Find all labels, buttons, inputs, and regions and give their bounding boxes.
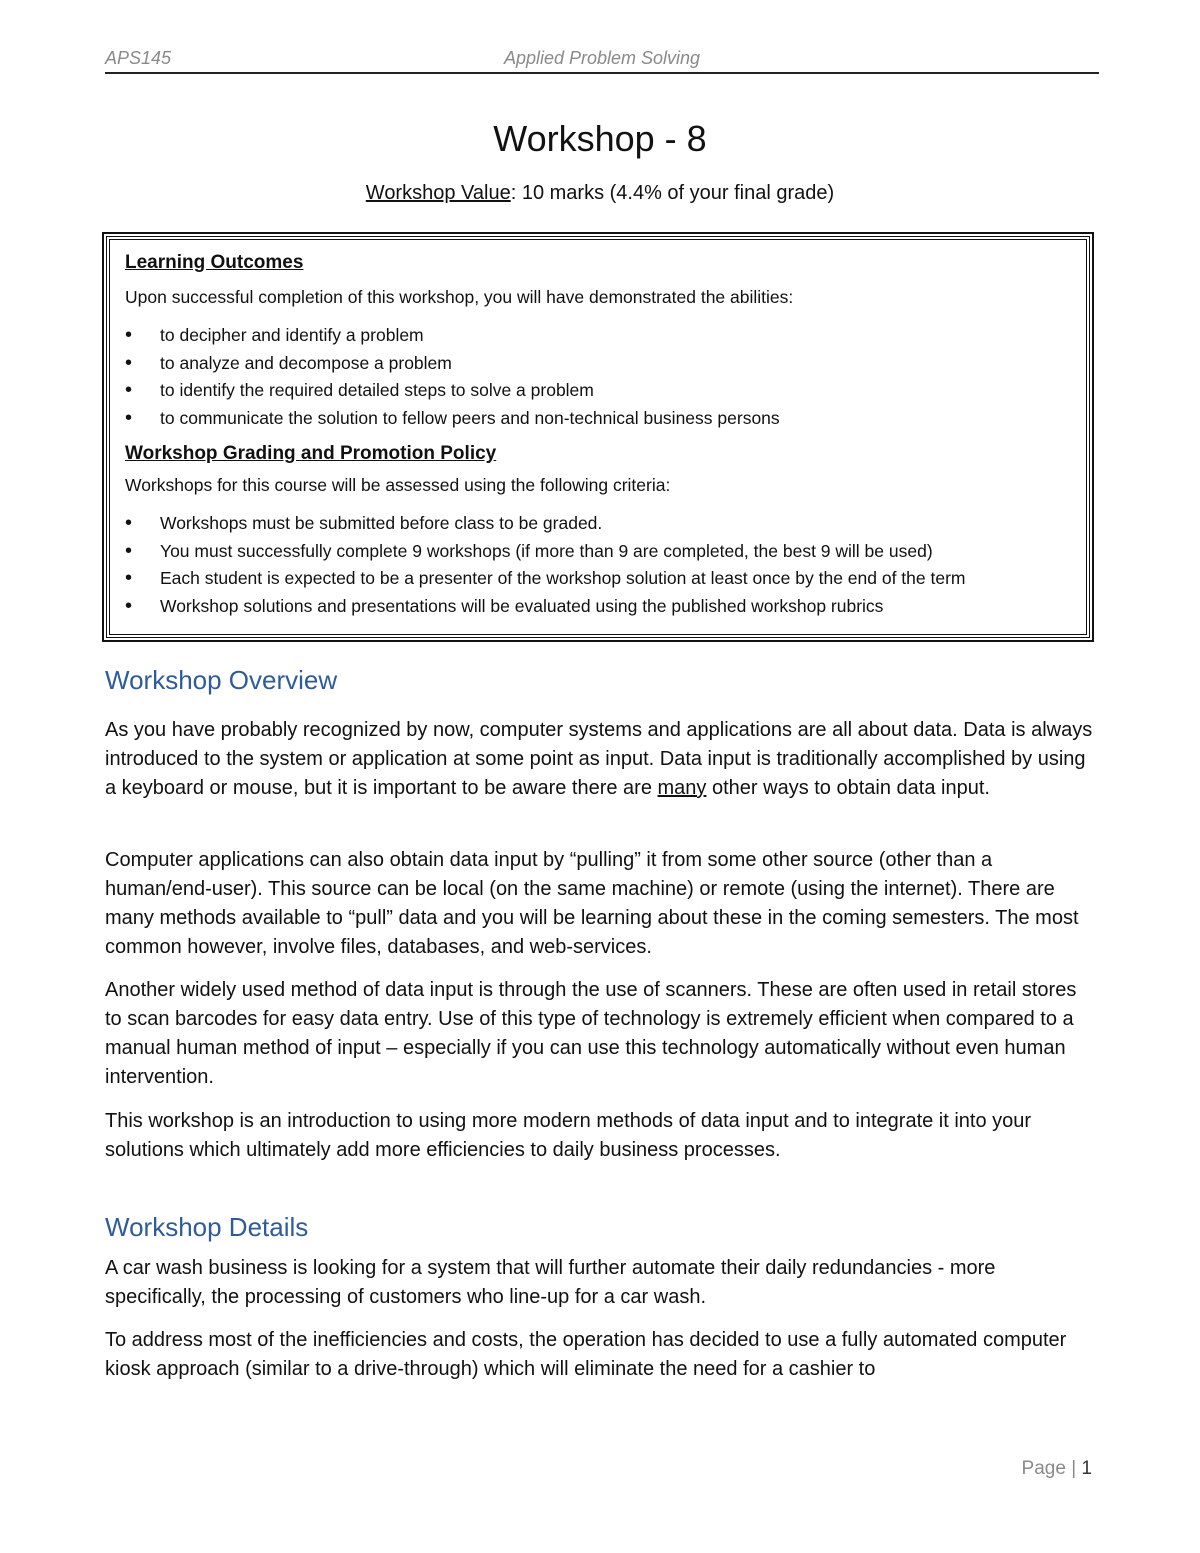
page-number: 1 — [1081, 1458, 1092, 1479]
page-label: Page — [1021, 1458, 1066, 1479]
grading-policy-list — [125, 510, 1076, 620]
course-code: APS145 — [105, 48, 172, 68]
page-separator: | — [1071, 1458, 1077, 1479]
workshop-value-line — [0, 182, 1200, 205]
list-item: • Each student is expected to be a presenter of the workshop solution at least once by the end of the term — [125, 565, 1076, 593]
details-paragraph-2: To address most of the inefficiencies and costs, the operation has decided to use a fully automated computer kiosk approach (similar to a drive-through) which will eliminate the need for a cashier to — [105, 1329, 1067, 1380]
overview-paragraph-2: Computer applications can also obtain data input by “pulling” it from some other source (other than a human/end-user). This source can be local (on the same machine) or remote (using the internet). There are many methods available to “pull” data and you will be learning about these in the coming semesters. The most common however, involve files, databases, and web-services. — [105, 849, 1079, 958]
list-item: • to identify the required detailed steps to solve a problem — [125, 377, 1076, 405]
emphasis-many: many — [657, 777, 707, 799]
list-item: • to analyze and decompose a problem — [125, 350, 1076, 378]
overview-heading: Workshop Overview — [105, 665, 338, 695]
workshop-value-label: Workshop Value — [365, 182, 511, 204]
list-item: • You must successfully complete 9 workshops (if more than 9 are completed, the best 9 will be used) — [125, 538, 1076, 566]
workshop-value-text: : 10 marks (4.4% of your final grade) — [510, 182, 835, 204]
overview-paragraph-3: Another widely used method of data input is through the use of scanners. These are often used in retail stores to scan barcodes for easy data entry. Use of this type of technology is extremely efficient when compared to a manual human method of input – especially if you can use this technology automatically without even human intervention. — [105, 979, 1077, 1088]
details-heading: Workshop Details — [105, 1212, 309, 1242]
overview-paragraph-1: As you have probably recognized by now, computer systems and applications are all about data. Data is always introduced to the system or application at some point as input. Data input is traditionally accomplished by using a keyboard or mouse, but it is important to be aware there are many other ways to obtain data input. — [105, 719, 1093, 799]
grading-policy-heading: Workshop Grading and Promotion Policy — [125, 443, 497, 464]
list-item: • to communicate the solution to fellow peers and non-technical business persons — [125, 405, 1076, 433]
grading-policy-intro: Workshops for this course will be assessed using the following criteria: — [125, 475, 671, 495]
list-item: • Workshops must be submitted before class to be graded. — [125, 510, 1076, 538]
page-header — [105, 46, 1099, 74]
learning-outcomes-box — [106, 236, 1090, 638]
page-title: Workshop - 8 — [493, 118, 707, 159]
list-item: • Workshop solutions and presentations will be evaluated using the published workshop rubrics — [125, 593, 1076, 621]
page-footer — [1022, 1458, 1092, 1480]
course-name: Applied Problem Solving — [503, 48, 701, 68]
list-item: • to decipher and identify a problem — [125, 322, 1076, 350]
learning-outcomes-intro: Upon successful completion of this workshop, you will have demonstrated the abilities: — [125, 287, 794, 307]
learning-outcomes-list — [125, 322, 1076, 432]
overview-paragraph-4: This workshop is an introduction to using more modern methods of data input and to integrate it into your solutions which ultimately add more efficiencies to daily business processes. — [105, 1110, 1032, 1161]
details-paragraph-1: A car wash business is looking for a system that will further automate their daily redundancies - more specifically, the processing of customers who line-up for a car wash. — [105, 1257, 996, 1308]
learning-outcomes-heading: Learning Outcomes — [125, 252, 304, 273]
